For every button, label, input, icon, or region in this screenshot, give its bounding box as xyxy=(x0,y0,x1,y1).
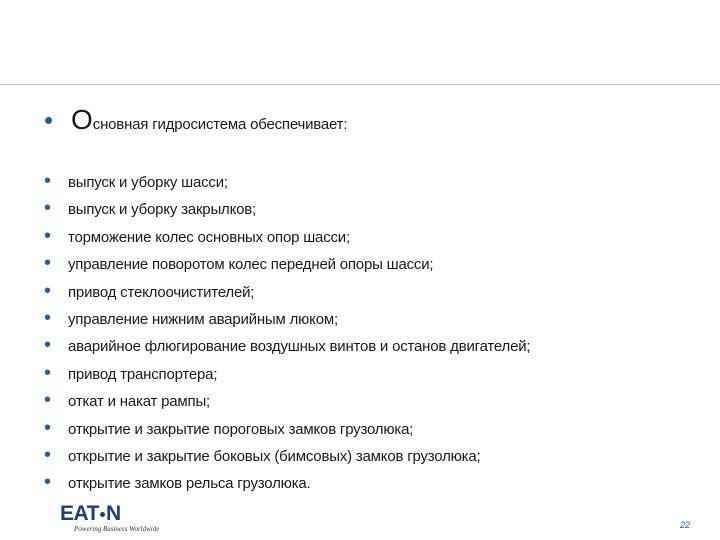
logo-word-left: EAT xyxy=(60,502,99,525)
bullet-icon: • xyxy=(44,197,51,220)
heading-rest: сновная гидросистема обеспечивает: xyxy=(92,116,348,133)
bullet-icon: • xyxy=(44,334,51,357)
list-item-text: управление поворотом колес передней опоры шасси; xyxy=(68,256,434,274)
bullet-icon: • xyxy=(44,416,51,439)
logo-word-right: N xyxy=(105,502,121,525)
eaton-logo xyxy=(60,503,160,539)
list-item-text: привод транспортера; xyxy=(68,365,218,383)
list-item xyxy=(44,472,530,499)
list-item xyxy=(44,335,530,362)
page-number: 22 xyxy=(679,520,690,530)
list-item xyxy=(44,418,530,445)
list-item xyxy=(44,253,530,280)
heading-text xyxy=(71,104,347,136)
list-item xyxy=(44,445,530,472)
list-item xyxy=(44,363,530,390)
list-item-text: аварийное флюгирование воздушных винтов и останов двигателей; xyxy=(68,338,531,356)
bullet-list xyxy=(44,171,530,500)
list-item-text: выпуск и уборку закрылков; xyxy=(68,201,256,219)
bullet-icon: • xyxy=(44,471,51,494)
bullet-icon: • xyxy=(44,224,51,247)
heading-first-letter: О xyxy=(71,104,93,135)
list-item-text: торможение колес основных опор шасси; xyxy=(68,228,350,246)
bullet-icon: • xyxy=(44,361,51,384)
bullet-icon: • xyxy=(44,105,54,135)
list-item-text: откат и накат рампы; xyxy=(68,393,211,411)
list-item-text: открытие и закрытие пороговых замков грузолюка; xyxy=(68,420,414,438)
bullet-icon: • xyxy=(44,170,51,192)
list-item-text: открытие замков рельса грузолюка. xyxy=(68,475,311,493)
logo-dot-icon xyxy=(100,512,105,517)
list-item xyxy=(44,198,530,225)
list-item xyxy=(44,226,530,253)
list-item-text: открытие и закрытие боковых (бимсовых) замков грузолюка; xyxy=(68,447,481,465)
list-item xyxy=(44,390,530,417)
logo-wordmark xyxy=(60,503,160,525)
list-item xyxy=(44,171,530,198)
bullet-icon: • xyxy=(44,443,51,466)
list-item-text: управление нижним аварийным люком; xyxy=(68,310,338,328)
bullet-icon: • xyxy=(44,279,51,302)
header-divider xyxy=(0,84,720,85)
bullet-icon: • xyxy=(44,306,51,329)
list-item xyxy=(44,281,530,308)
list-item xyxy=(44,308,530,335)
list-item-text: выпуск и уборку шасси; xyxy=(68,174,228,191)
logo-tagline: Powering Business Worldwide xyxy=(74,525,160,533)
list-item-text: привод стеклоочистителей; xyxy=(68,283,255,301)
slide-heading xyxy=(44,104,347,136)
bullet-icon: • xyxy=(44,252,51,275)
bullet-icon: • xyxy=(44,389,51,412)
